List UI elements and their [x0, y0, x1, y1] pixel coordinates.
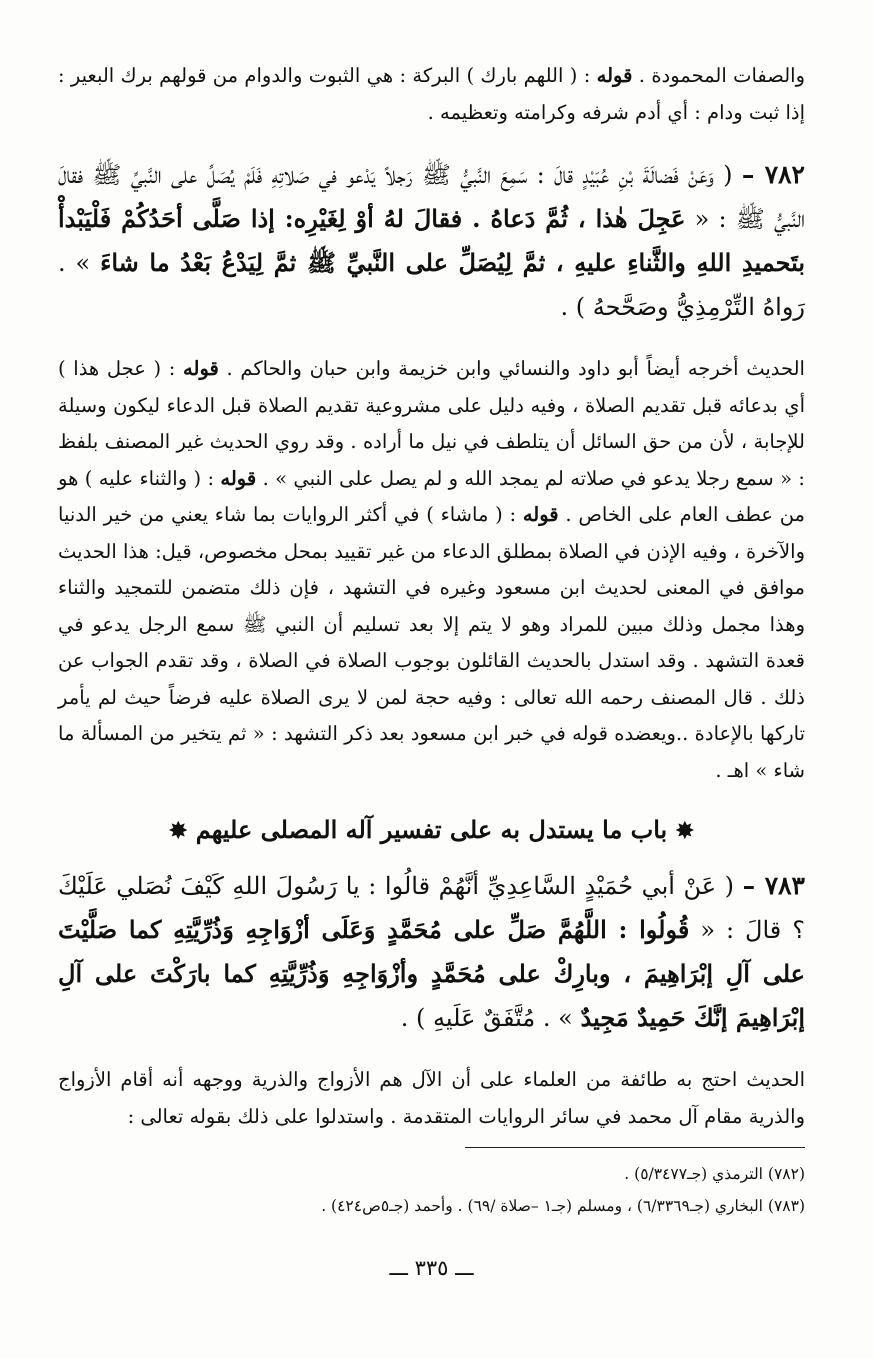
- hadith-783: [58, 864, 805, 1040]
- hadith-782: [58, 153, 805, 329]
- hadith-matn: عَجِلَ هٰذا ، ثُمَّ دَعاهُ . فقالَ لهُ أوْ لِغَيْرِه: إذا صَلَّى أحَدُكُمْ فَلْيَبْدأْ بتَحميدِ اللهِ والثَّناءِ عليهِ ، ثمَّ لِيُصَلِّ على النَّبيِّ ﷺ ثمَّ لِيَدْعُ بَعْدُ ما شاءَ: [58, 204, 806, 277]
- spacer: [58, 131, 805, 153]
- keyword-qawluh: قوله: [183, 357, 219, 380]
- commentary-text: : ( ماشاء ) في أكثر الروايات بما شاء يعني من خير الدنيا والآخرة ، وفيه الإذن في الصلاة بمطلق الدعاء من غير تقييد بمحل مخصوص، قيل: هذا الحديث موافق في المعنى لحديث ابن مسعود وغيره في التشهد ، فإن ذلك متضمن للتمجيد والثناء وهذا مجمل وذلك مبين للمراد وهو لا يتم إلا بعد تسليم أن النبي ﷺ سمع الرجل يدعو في قعدة التشهد . وقد استدل بالحديث القائلون بوجوب الصلاة في الصلاة ، وقد تقدم الجواب عن ذلك . قال المصنف رحمه الله تعالى : وفيه حجة لمن لا يرى الصلاة عليه فرضاً حيث لم يأمر تاركها بالإعادة ..ويعضده قوله في خبر ابن مسعود بعد ذكر التشهد : « ثم يتخير من المسألة ما شاء » اهـ .: [58, 503, 805, 782]
- spacer: [58, 329, 805, 351]
- commentary-text: الحديث احتج به طائفة من العلماء على أن الآل هم الأزواج والذرية ووجهه أنه أقام الأزواج والذرية مقام آل محمد في سائر الروايات المتقدمة . واستدلوا على ذلك بقوله تعالى :: [58, 1068, 805, 1128]
- keyword-qawluh: قوله: [220, 466, 257, 490]
- intro-text: والصفات المحمودة .: [632, 64, 805, 87]
- hadith-text: » . مُتَّفَقٌ عَلَيهِ ) .: [400, 1004, 581, 1032]
- commentary-text: الحديث أخرجه أيضاً أبو داود والنسائي وابن خزيمة وابن حبان والحاكم .: [218, 357, 805, 380]
- chapter-heading: [58, 805, 805, 856]
- footnote: (٧٨٢) الترمذي (جـ٥/٣٤٧٧) .: [624, 1165, 805, 1183]
- commentary-text: : ( عجل هذا ) أي بدعائه قبل تقديم الصلاة ، وفيه دليل على مشروعية تقديم الصلاة قبل الدعاء ليكون وسيلة للإجابة ، لأن من حق السائل أن يتلطف في نيل ما أراده . وقد روي الحديث غير المصنف بلفظ : « سمع رجلا يدعو في صلاته لم يمجد الله و لم يصل على النبي » .: [58, 357, 805, 490]
- hadith-number: ٧٨٣ –: [742, 871, 805, 900]
- intro-paragraph: [58, 58, 805, 131]
- star-ornament-icon: ✸: [675, 818, 695, 844]
- hadith-text: » . رَواهُ التِّرْمِذِيُّ وصَحَّحهُ ) .: [58, 249, 805, 321]
- chapter-title: باب ما يستدل به على تفسير آله المصلى عليهم: [195, 815, 668, 844]
- hadith-text: ( عَنْ أبي حُمَيْدٍ السَّاعِدِيِّ أنَّهُمْ قالُوا : يا رَسُولَ اللهِ كَيْفَ نُصَلي عَلَيْكَ ؟ قالَ : «: [58, 872, 806, 944]
- commentary-text: : ( والثناء عليه ) هو من عطف العام على الخاص .: [58, 466, 805, 526]
- hadith-matn: قُولُوا : اللَّهُمَّ صَلِّ على مُحَمَّدٍ وَعَلَى أزْوَاجِهِ وَذُرِّيَّتِهِ كما صَلَّيْتَ على آلِ إبْرَاهِيمَ ، وبارِكْ على مُحَمَّدٍ وأزْوَاجِهِ وَذُرِّيَّتِهِ كما بارَكْتَ على آلِ إبْرَاهِيمَ إنَّكَ حَمِيدٌ مَجِيدٌ: [58, 915, 805, 1032]
- spacer: [58, 1040, 805, 1062]
- commentary-783: [58, 1062, 805, 1135]
- commentary-782: [58, 351, 805, 789]
- footnote-divider: [465, 1147, 805, 1148]
- intro-text: : ( اللهم بارك ) البركة : هي الثبوت والدوام من قولهم برك البعير : إذا ثبت ودام : أي أدم شرفه وكرامته وتعظيمه .: [58, 64, 805, 124]
- hadith-number: ٧٨٢ –: [741, 160, 805, 189]
- keyword-qawluh: قوله: [596, 64, 633, 87]
- star-ornament-icon: ✸: [168, 818, 188, 844]
- keyword-qawluh: قوله: [522, 503, 559, 526]
- footnote: (٧٨٣) البخاري (جـ٦/٣٣٦٩) ، ومسلم (جـ١ –صلاة /٦٩) . وأحمد (جـ٥ص٤٢٤) .: [321, 1197, 805, 1215]
- page-number: ـــ ٣٣٥ ـــ: [389, 1256, 474, 1280]
- hadith-text: ( وَعَنْ فَضالَةَ بْنِ عُبَيْدٍ قالَ : سَمِعَ النَّبيُّ ﷺ رَجلاً يَدْعو في صَلاتِهِ فَلَمْ يُصَلِّ على النَّبيِّ ﷺ فقالَ النَّبيُّ ﷺ : «: [58, 161, 805, 233]
